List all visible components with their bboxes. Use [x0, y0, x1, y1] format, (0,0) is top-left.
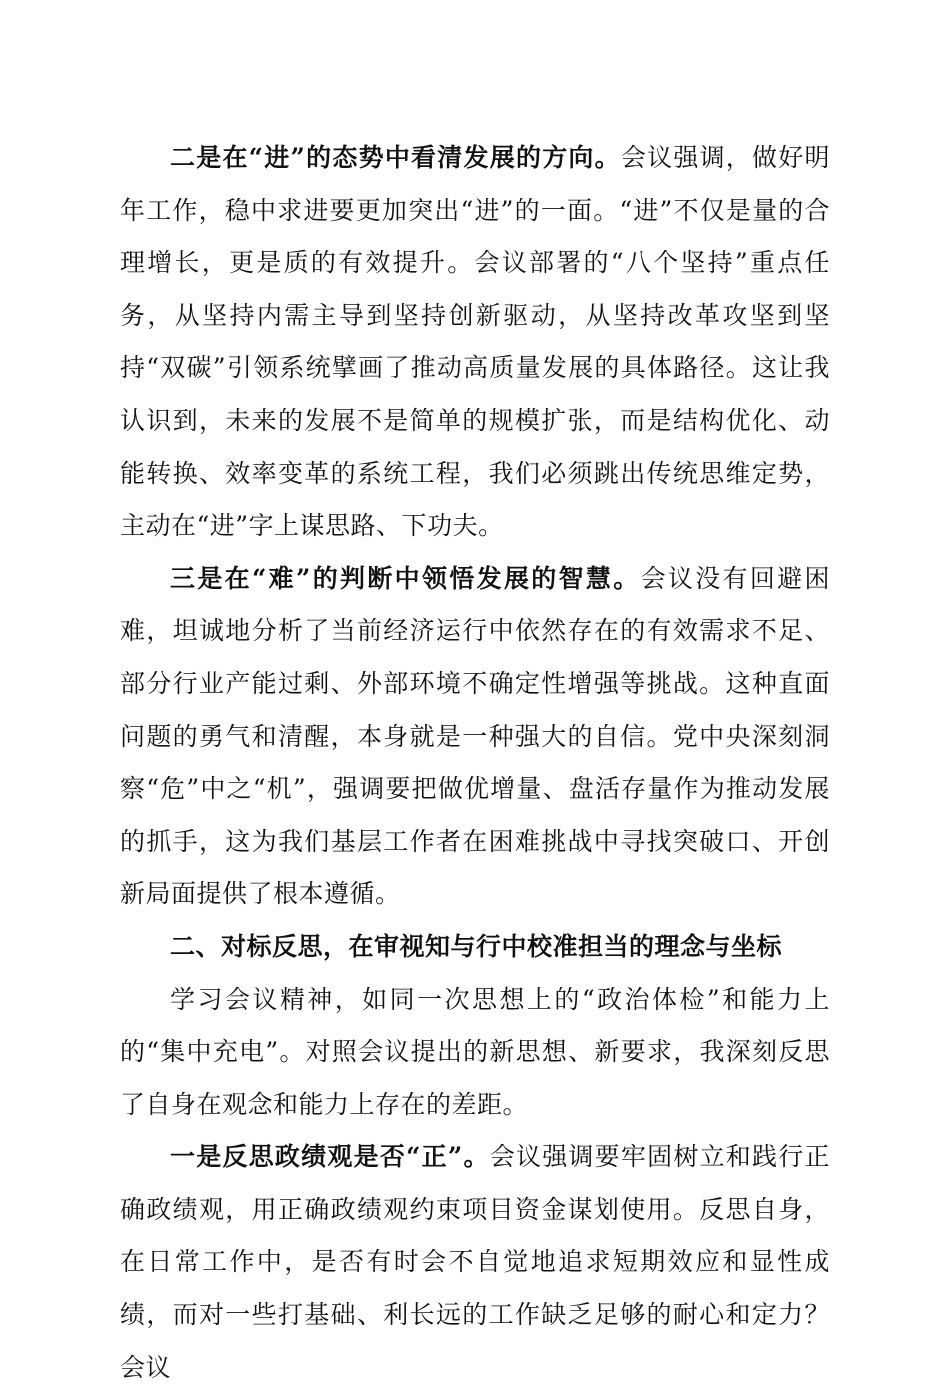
section-heading: 二、对标反思，在审视知与行中校准担当的理念与坐标 — [170, 931, 783, 961]
paragraph-lead: 三是在“难”的判断中领悟发展的智慧。 — [170, 563, 641, 593]
paragraph-progress-direction — [120, 132, 830, 553]
paragraph-lead: 二是在“进”的态势中看清发展的方向。 — [170, 143, 621, 172]
paragraph-text: 会议没有回避困难，坦诚地分析了当前经济运行中依然存在的有效需求不足、部分行业产能过剩、外部环境不确定性增强等挑战。这种直面问题的勇气和清醒，本身就是一种强大的自信。党中央深刻洞察“危”中之“机”，强调要把做优增量、盘活存量作为推动发展的抓手，这为我们基层工作者在困难挑战中寻找突破口、开创新局面提供了根本遵循。 — [120, 563, 830, 909]
paragraph-intro: 学习会议精神，如同一次思想上的“政治体检”和能力上的“集中充电”。对照会议提出的新思想、新要求，我深刻反思了自身在观念和能力上存在的差距。 — [120, 984, 830, 1119]
paragraph-text: 会议强调要牢固树立和践行正确政绩观，用正确政绩观约束项目资金谋划使用。反思自身，在日常工作中，是否有时会不自觉地追求短期效应和显性成绩，而对一些打基础、利长远的工作缺乏足够的耐心和定力？会议 — [120, 1142, 830, 1382]
paragraph-difficulty-wisdom — [120, 553, 830, 921]
paragraph-reflection — [120, 1131, 830, 1394]
document-body — [120, 132, 830, 1394]
paragraph-text: 会议强调，做好明年工作，稳中求进要更加突出“进”的一面。“进”不仅是量的合理增长，更是质的有效提升。会议部署的“八个坚持”重点任务，从坚持内需主导到坚持创新驱动，从坚持改革攻坚到坚持“双碳”引领系统擘画了推动高质量发展的具体路径。这让我认识到，未来的发展不是简单的规模扩张，而是结构优化、动能转换、效率变革的系统工程，我们必须跳出传统思维定势，主动在“进”字上谋思路、下功夫。 — [120, 143, 830, 541]
paragraph-lead: 一是反思政绩观是否“正”。 — [170, 1142, 490, 1172]
